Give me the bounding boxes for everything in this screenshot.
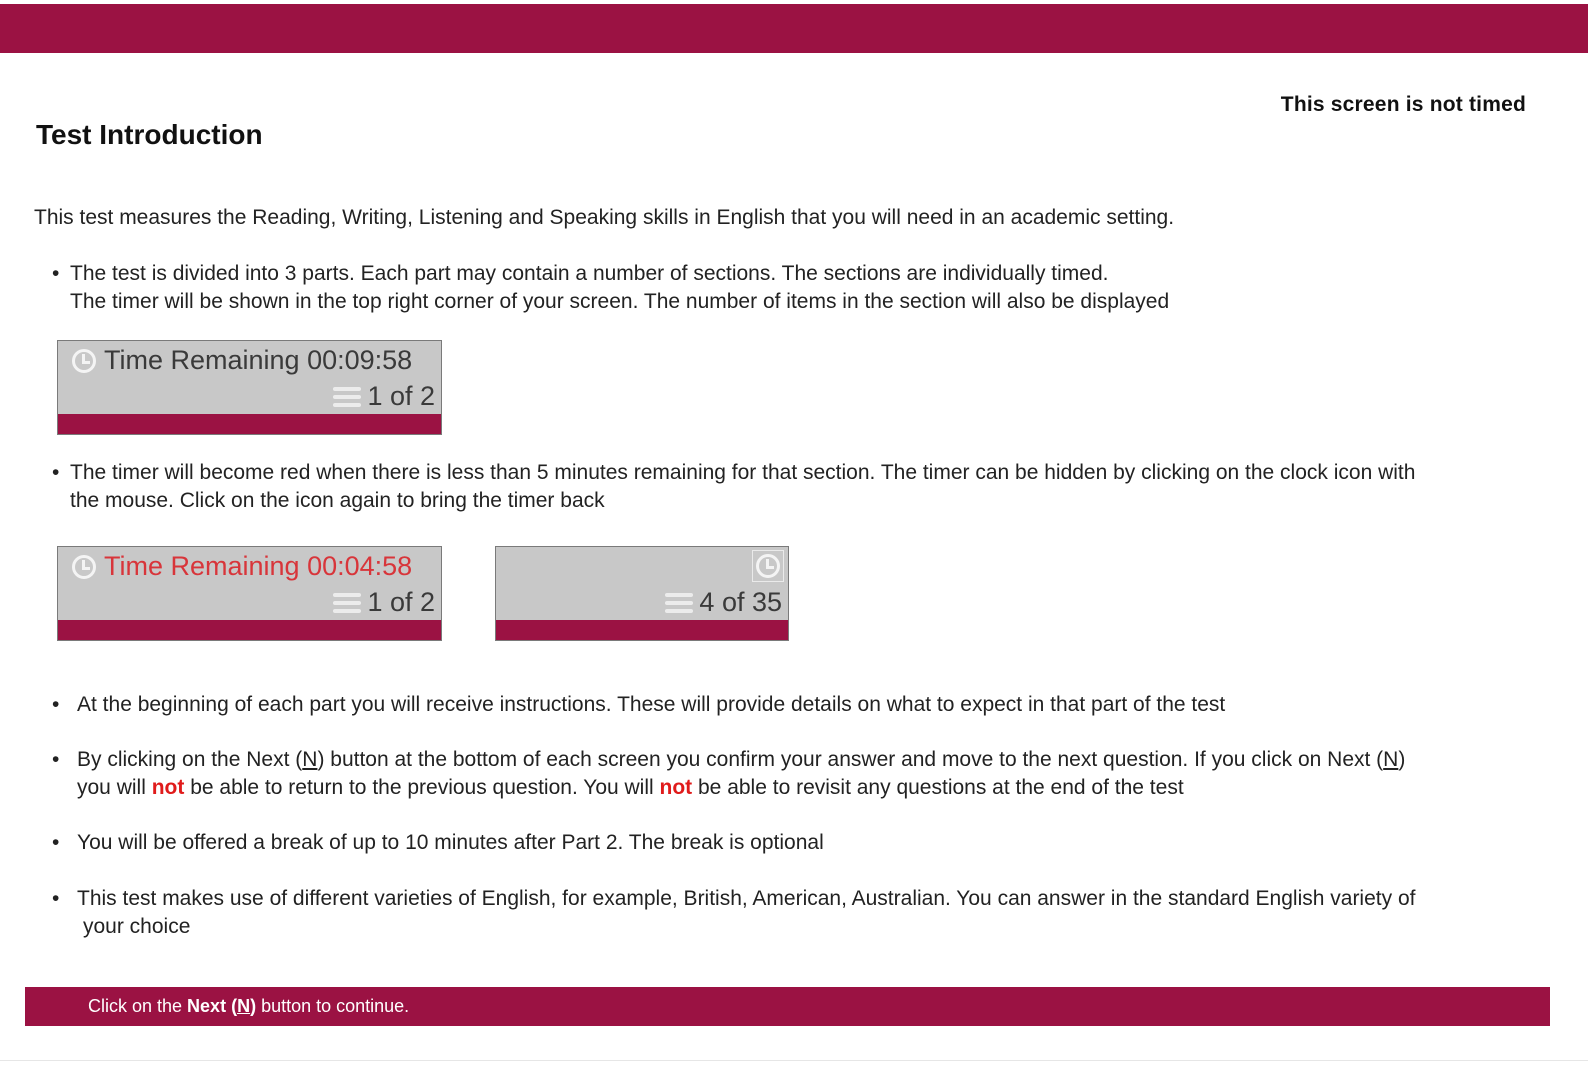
bullet-dot: • [52, 748, 60, 771]
emphasis-not: not [659, 776, 693, 799]
bullet-text-line [77, 746, 1405, 774]
clock-icon [72, 555, 96, 579]
text-run: ) [1398, 748, 1406, 771]
not-timed-notice: This screen is not timed [1280, 93, 1526, 116]
time-remaining-row [72, 345, 412, 376]
text-run: be able to revisit any questions at the end of the test [692, 776, 1184, 799]
items-icon [333, 387, 361, 407]
text-run: be able to return to the previous question. You will [184, 776, 660, 799]
bullet-dot: • [52, 693, 60, 716]
clock-icon [756, 554, 780, 578]
intro-text: This test measures the Reading, Writing, Listening and Speaking skills in English that you will need in an academic setting. [34, 206, 1175, 229]
text-run: By clicking on the Next ( [77, 748, 303, 771]
clock-toggle[interactable] [752, 550, 784, 582]
bullet-break [52, 829, 824, 857]
footer-instruction-bar [25, 987, 1550, 1026]
bullet-dot: • [52, 887, 60, 910]
bullet-text-line: You will be offered a break of up to 10 minutes after Part 2. The break is optional [77, 831, 824, 854]
bullet-red-timer [52, 459, 1416, 515]
shortcut-key: N [1383, 748, 1399, 771]
bullet-english-varieties [52, 885, 1416, 941]
bullet-dot: • [52, 831, 60, 854]
bullet-timer-info [52, 260, 1170, 316]
time-remaining-label: Time Remaining 00:04:58 [104, 551, 413, 581]
clock-icon [72, 349, 96, 373]
items-icon [665, 593, 693, 613]
bullet-text-line: your choice [83, 915, 191, 938]
timer-widget-example [57, 340, 442, 435]
bullet-next-button [52, 746, 1406, 802]
item-count-row [665, 587, 782, 618]
top-banner [0, 4, 1588, 53]
time-remaining-label: Time Remaining 00:09:58 [104, 345, 413, 375]
timer-widget-red-example [57, 546, 442, 641]
bullet-instructions [52, 691, 1226, 719]
items-icon [333, 593, 361, 613]
timer-strip [496, 620, 788, 640]
time-remaining-row [72, 551, 412, 582]
bullet-dot: • [52, 461, 60, 484]
text-run: Click on the [88, 996, 188, 1016]
item-count: 1 of 2 [367, 587, 435, 617]
bullet-dot: • [52, 262, 60, 285]
bullet-text-line: The test is divided into 3 parts. Each part may contain a number of sections. The sections are individually timed. [70, 262, 1109, 285]
bullet-text-line: At the beginning of each part you will receive instructions. These will provide details on what to expect in that part of the test [77, 693, 1226, 716]
bottom-divider [0, 1060, 1588, 1061]
next-label: Next ( [187, 996, 238, 1016]
item-count-row [333, 587, 435, 618]
bullet-text-line: The timer will be shown in the top right corner of your screen. The number of items in the section will also be displayed [70, 290, 1170, 313]
shortcut-key: N [237, 996, 251, 1016]
bullet-text-line: the mouse. Click on the icon again to bring the timer back [70, 489, 605, 512]
timer-strip [58, 414, 441, 434]
text-run: ) button at the bottom of each screen you confirm your answer and move to the next question. If you click on Next ( [317, 748, 1384, 771]
emphasis-not: not [151, 776, 185, 799]
timer-strip [58, 620, 441, 640]
timer-widget-hidden-example [495, 546, 789, 641]
shortcut-key: N [302, 748, 318, 771]
next-label-end: ) [250, 996, 257, 1016]
bullet-text-line: This test makes use of different varieties of English, for example, British, American, Australian. You can answer in the standard English variety of [77, 887, 1416, 910]
text-run: you will [77, 776, 152, 799]
item-count-row [333, 381, 435, 412]
text-run: button to continue. [256, 996, 410, 1016]
bullet-text-line: The timer will become red when there is less than 5 minutes remaining for that section. The timer can be hidden by clicking on the clock icon with [70, 461, 1416, 484]
item-count: 1 of 2 [367, 381, 435, 411]
item-count: 4 of 35 [699, 587, 782, 617]
page-title: Test Introduction [36, 119, 263, 150]
bullet-text-line [77, 774, 1405, 802]
